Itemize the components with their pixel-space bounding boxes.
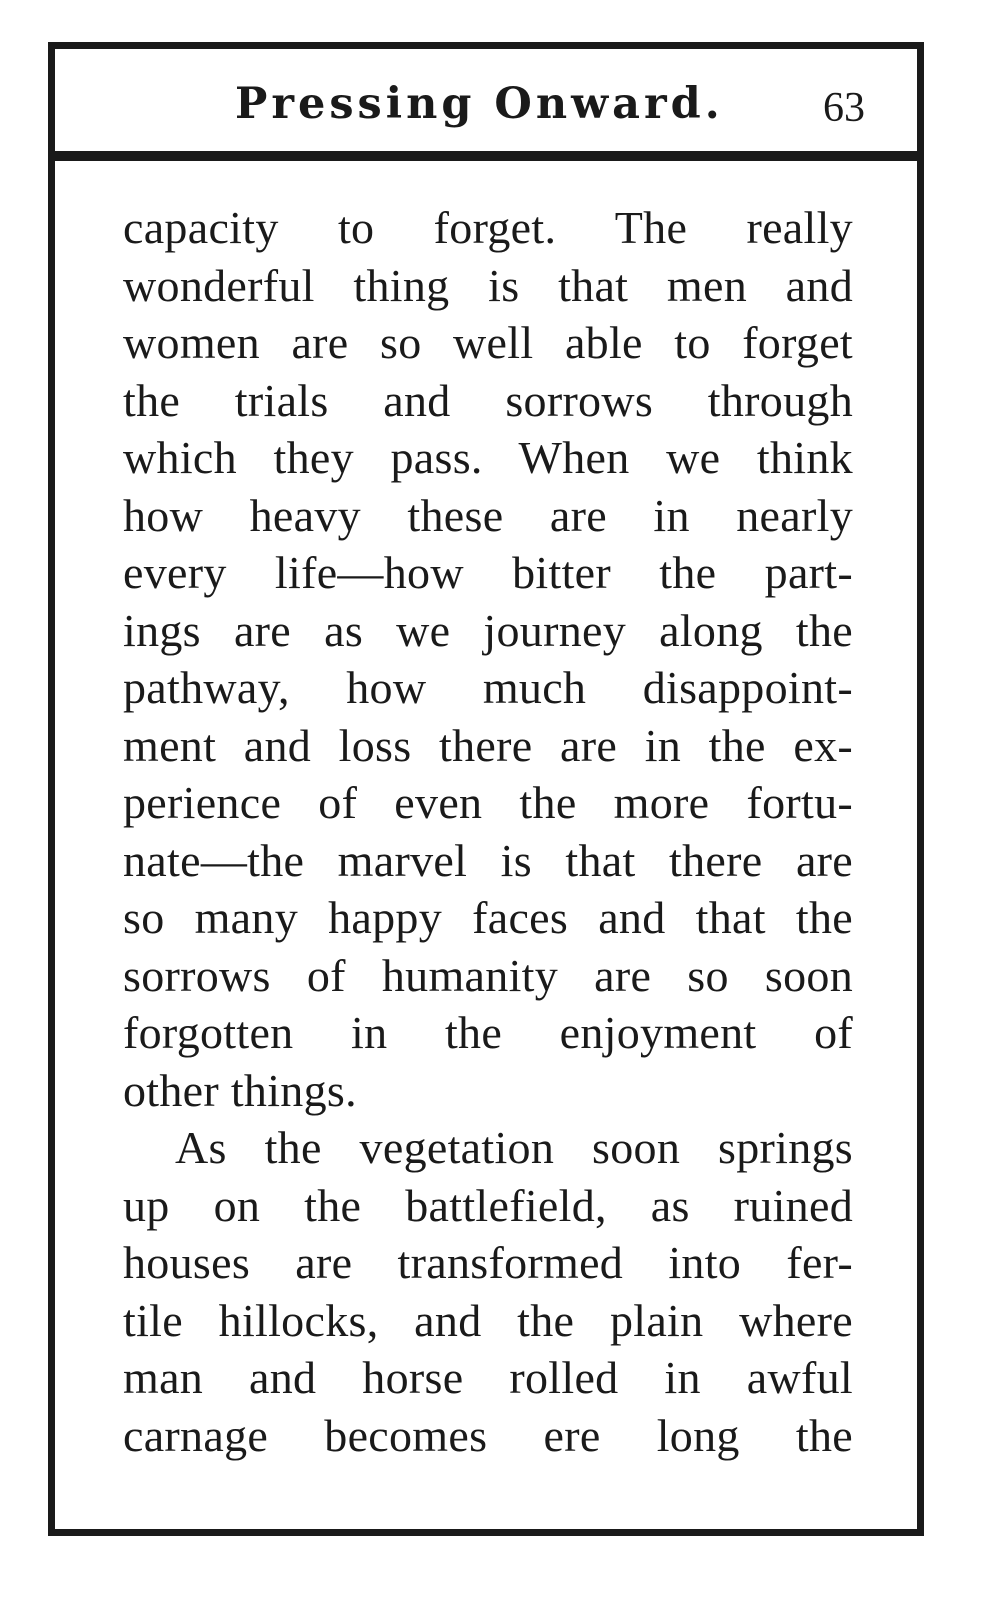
text-line: ings are as we journey along the [123, 604, 853, 656]
text-line: up on the battlefield, as ruined [123, 1179, 853, 1231]
text-line: every life—how bitter the part- [123, 547, 853, 598]
paragraph-2 [123, 1119, 853, 1464]
text-line: capacity to forget. The really [123, 202, 853, 253]
text-line: carnage becomes ere long the [123, 1409, 853, 1461]
paragraph-1 [123, 199, 853, 1119]
text-line: which they pass. When we think [123, 432, 853, 483]
text-line: perience of even the more fortu- [123, 777, 853, 828]
text-line: man and horse rolled in awful [123, 1352, 853, 1403]
body-text [123, 199, 853, 1464]
text-line: how heavy these are in nearly [123, 489, 853, 541]
text-line: the trials and sorrows through [123, 374, 853, 426]
page-number: 63 [823, 85, 865, 131]
page-header [55, 49, 917, 161]
text-line: wonderful thing is that men and [123, 259, 853, 311]
running-title: Pressing Onward. [235, 79, 724, 129]
text-line: forgotten in the enjoyment of [123, 1007, 853, 1058]
text-line: pathway, how much disappoint- [123, 662, 853, 713]
text-line: sorrows of humanity are so soon [123, 949, 853, 1001]
page-frame [48, 42, 924, 1536]
text-line: other things. [123, 1064, 357, 1116]
text-line: ment and loss there are in the ex- [123, 719, 853, 771]
text-line: houses are transformed into fer- [123, 1237, 853, 1288]
text-line: women are so well able to forget [123, 317, 853, 368]
text-line: nate—the marvel is that there are [123, 834, 853, 886]
text-line: tile hillocks, and the plain where [123, 1294, 853, 1346]
text-line: so many happy faces and that the [123, 892, 853, 943]
text-line: As the vegetation soon springs [175, 1122, 853, 1173]
